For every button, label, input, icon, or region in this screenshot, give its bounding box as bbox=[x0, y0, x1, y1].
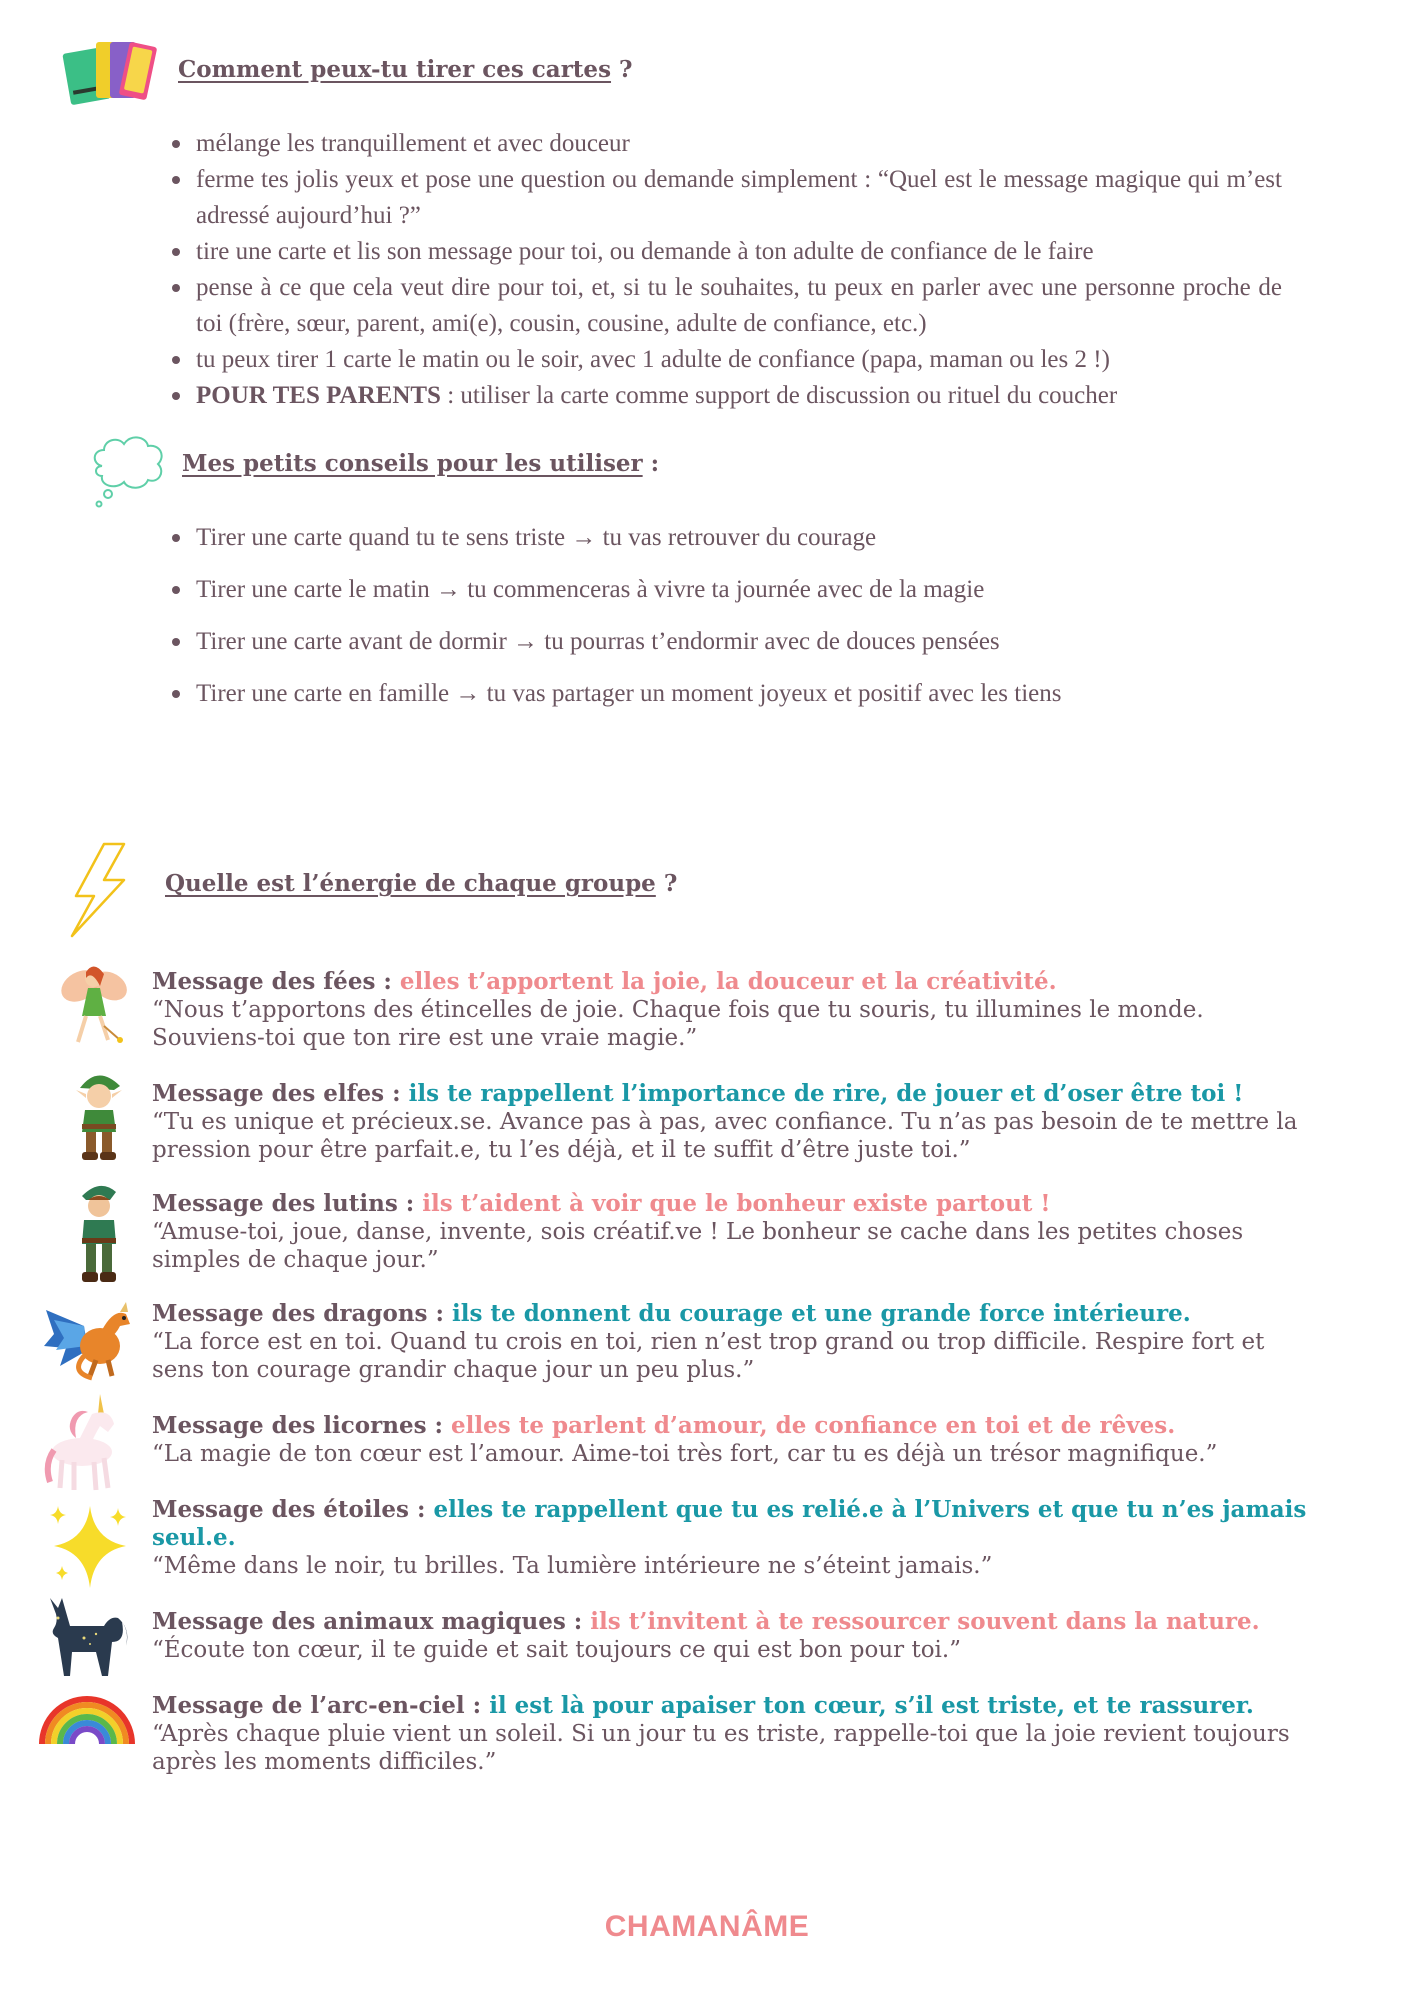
unicorn-icon bbox=[42, 1390, 132, 1494]
message-licornes: Message des licornes : elles te parlent d’amour, de confiance en toi et de rêves. “La magie de ton cœur est l’amour. Aime-toi très fort, car tu es déjà un trésor magnifique.” bbox=[152, 1412, 1218, 1467]
list-item: Tirer une carte en famille → tu vas partager un moment joyeux et positif avec les tiens bbox=[170, 676, 1282, 712]
list-item: mélange les tranquillement et avec douceur bbox=[170, 126, 1282, 162]
stars-icon bbox=[46, 1500, 132, 1592]
goblin-icon bbox=[70, 1178, 128, 1286]
rainbow-icon bbox=[38, 1690, 136, 1748]
list-item: pense à ce que cela veut dire pour toi, et, si tu le souhaites, tu peux en parler avec une personne proche de toi (frère, sœur, parent, ami(e), cousin, cousine, adulte de confiance, etc.) bbox=[170, 270, 1282, 342]
brand-footer: CHAMANÂME bbox=[604, 1910, 810, 1943]
list-item: ferme tes jolis yeux et pose une question ou demande simplement : “Quel est le message magique qui m’est adressé aujourd’hui ?” bbox=[170, 162, 1282, 234]
message-fees: Message des fées : elles t’apportent la joie, la douceur et la créativité. “Nous t’apportons des étincelles de joie. Chaque fois que tu souris, tu illumines le monde. Souviens-toi que ton rire est une vraie magie.” bbox=[152, 968, 1204, 1051]
parents-text: : utiliser la carte comme support de discussion ou rituel du coucher bbox=[440, 382, 1118, 409]
section1-title: Comment peux-tu tirer ces cartes ? bbox=[178, 56, 633, 83]
list-item: tire une carte et lis son message pour toi, ou demande à ton adulte de confiance de le faire bbox=[170, 234, 1282, 270]
parents-label: POUR TES PARENTS bbox=[196, 382, 441, 409]
list-item: Tirer une carte quand tu te sens triste → tu vas retrouver du courage bbox=[170, 520, 1282, 556]
cat-icon bbox=[40, 1592, 132, 1682]
thought-cloud-icon bbox=[88, 432, 170, 512]
list-item: tu peux tirer 1 carte le matin ou le soir, avec 1 adulte de confiance (papa, maman ou les 2 !) bbox=[170, 342, 1282, 378]
section3-title: Quelle est l’énergie de chaque groupe ? bbox=[165, 870, 678, 897]
cards-icon bbox=[58, 36, 162, 106]
section2-title: Mes petits conseils pour les utiliser : bbox=[182, 450, 660, 477]
message-elfes: Message des elfes : ils te rappellent l’importance de rire, de jouer et d’oser être toi ! “Tu es unique et précieux.se. Avance pas à pas, avec confiance. Tu n’as pas besoin de te mettre la pression pour être parfait.e, tu l’es déjà, et il te suffit d’être juste toi.” bbox=[152, 1080, 1298, 1163]
list-item bbox=[170, 378, 1282, 414]
message-animaux: Message des animaux magiques : ils t’invitent à te ressourcer souvent dans la nature. “Écoute ton cœur, il te guide et sait toujours ce qui est bon pour toi.” bbox=[152, 1608, 1260, 1663]
instructions-list bbox=[170, 126, 1282, 414]
list-item: Tirer une carte le matin → tu commenceras à vivre ta journée avec de la magie bbox=[170, 572, 1282, 608]
fairy-icon bbox=[56, 956, 132, 1048]
dragon-icon bbox=[40, 1290, 144, 1382]
message-etoiles: Message des étoiles : elles te rappellent que tu es relié.e à l’Univers et que tu n’es jamais seul.e. “Même dans le noir, tu brilles. Ta lumière intérieure ne s’éteint jamais.” bbox=[152, 1496, 1307, 1579]
message-arc-en-ciel: Message de l’arc-en-ciel : il est là pour apaiser ton cœur, s’il est triste, et te rassurer. “Après chaque pluie vient un soleil. Si un jour tu es triste, rappelle-toi que la joie revient toujours après les moments difficiles.” bbox=[152, 1692, 1290, 1775]
list-item: Tirer une carte avant de dormir → tu pourras t’endormir avec de douces pensées bbox=[170, 624, 1282, 660]
elf-icon bbox=[70, 1068, 128, 1162]
message-lutins: Message des lutins : ils t’aident à voir que le bonheur existe partout ! “Amuse-toi, joue, danse, invente, sois créatif.ve ! Le bonheur se cache dans les petites choses simples de chaque jour.” bbox=[152, 1190, 1244, 1273]
tips-list bbox=[170, 520, 1282, 728]
lightning-icon bbox=[64, 840, 134, 940]
message-dragons: Message des dragons : ils te donnent du courage et une grande force intérieure. “La force est en toi. Quand tu crois en toi, rien n’est trop grand ou trop difficile. Respire fort et sens ton courage grandir chaque jour un peu plus.” bbox=[152, 1300, 1265, 1383]
